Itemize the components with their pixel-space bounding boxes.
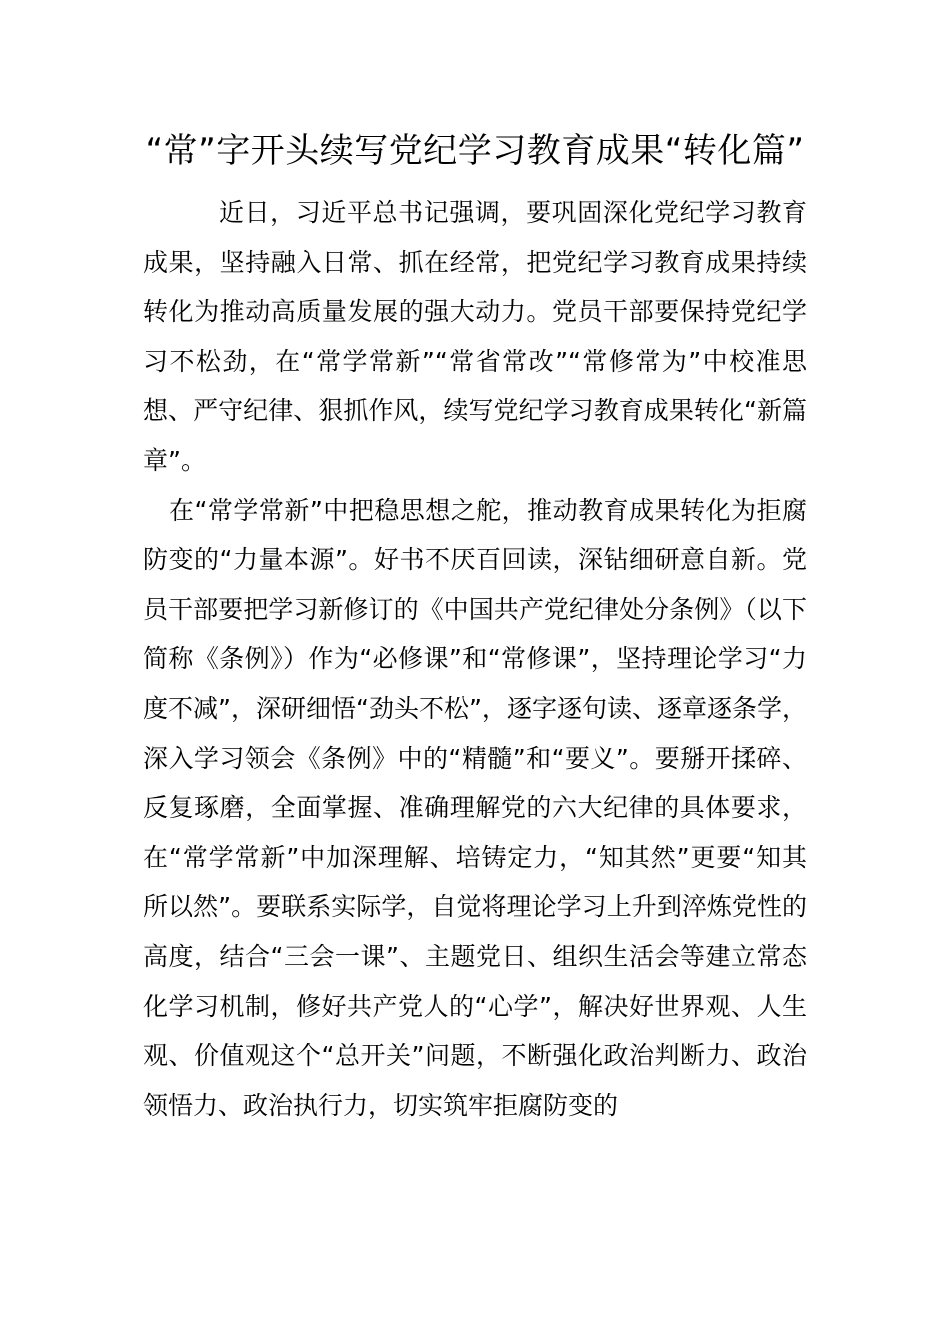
paragraph-intro: 近日，习近平总书记强调，要巩固深化党纪学习教育成果，坚持融入日常、抓在经常，把党纪学习教育成果持续转化为推动高质量发展的强大动力。党员干部要保持党纪学习不松劲，在“常学常新”“常省常改”“常修常为”中校准思想、严守纪律、狠抓作风，续写党纪学习教育成果转化“新篇章”。 <box>143 198 807 475</box>
document-title: “常”字开头续写党纪学习教育成果“转化篇” <box>145 131 805 171</box>
paragraph-section-1: 在“常学常新”中把稳思想之舵，推动教育成果转化为拒腐防变的“力量本源”。好书不厌百回读，深钻细研意自新。党员干部要把学习新修订的《中国共产党纪律处分条例》（以下简称《条例》）作为“必修课”和“常修课”，坚持理论学习“力度不减”，深研细悟“劲头不松”，逐字逐句读、逐章逐条学，深入学习领会《条例》中的“精髓”和“要义”。要掰开揉碎、反复琢磨，全面掌握、准确理解党的六大纪律的具体要求，在“常学常新”中加深理解、培铸定力，“知其然”更要“知其所以然”。要联系实际学，自觉将理论学习上升到淬炼党性的高度，结合“三会一课”、主题党日、组织生活会等建立常态化学习机制，修好共产党人的“心学”，解决好世界观、人生观、价值观这个“总开关”问题，不断强化政治判断力、政治领悟力、政治执行力，切实筑牢拒腐防变的 <box>143 495 807 1120</box>
document-body <box>143 188 807 1130</box>
document-page <box>143 128 807 1130</box>
